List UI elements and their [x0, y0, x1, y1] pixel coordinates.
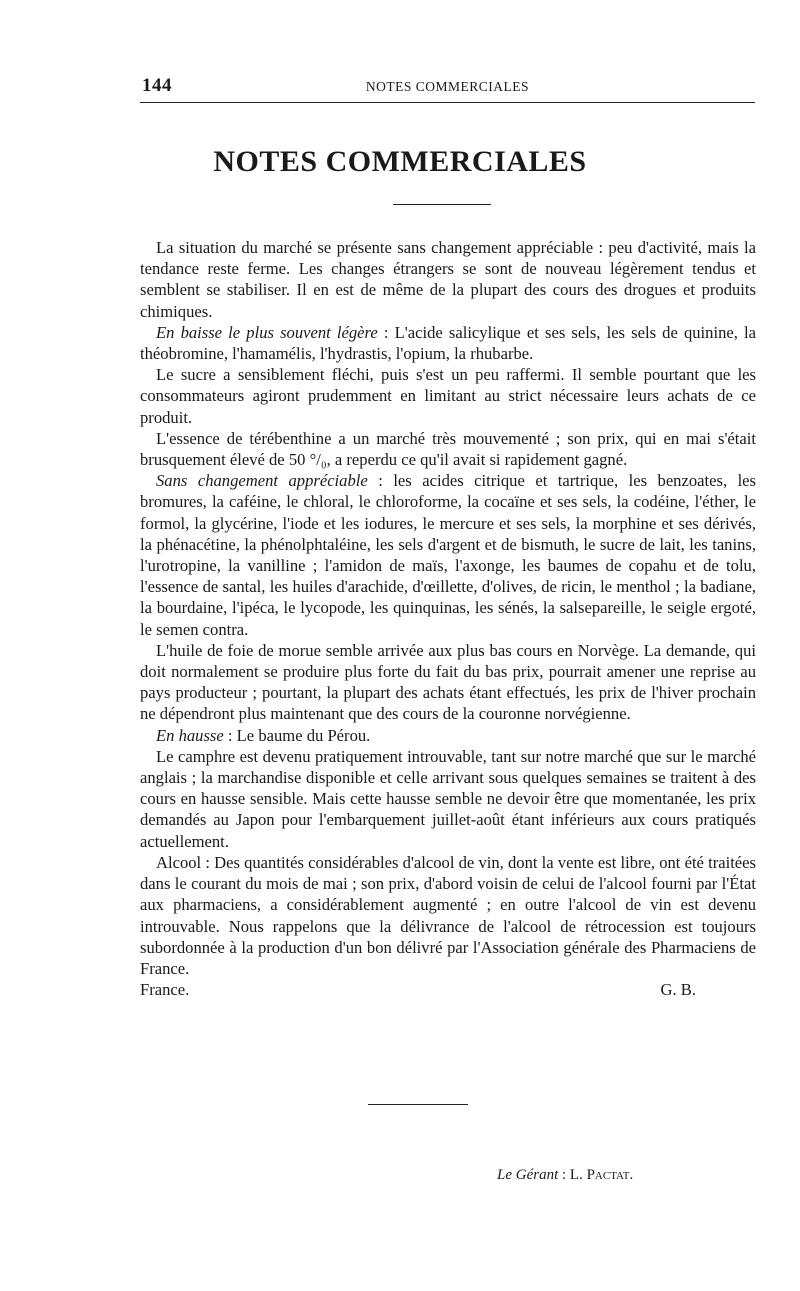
paragraph: L'huile de foie de morue semble arrivée aux plus bas cours en Norvège. La demande, qui doit normalement se produire plus forte du fait du bas prix, pourrait amener une reprise au pays producteur ; pourtant, la plupart des achats étant effectués, les prix de l'hiver prochain ne dépendront plus maintenant que des cours de la couronne norvégienne.: [140, 640, 756, 724]
paragraph: Le sucre a sensiblement fléchi, puis s'est un peu raffermi. Il semble pourtant que les consommateurs agiront prudemment en limitant au strict nécessaire leurs achats de ce produit.: [140, 365, 756, 427]
title-divider: [393, 204, 491, 205]
paragraph-lead: Sans changement appréciable: [156, 471, 368, 491]
paragraph: Le camphre est devenu pratiquement introuvable, tant sur notre marché que sur le marché anglais ; la marchandise disponible et celle arrivant sous quelques semaines se traitent à des cours en hausse sensible. Mais cette hausse semble ne devoir être que momentanée, les prix demandés au Japon pour l'embarquement juillet-août étant inférieurs aux cours pratiqués actuellement.: [140, 746, 756, 851]
paragraph: La situation du marché se présente sans changement appréciable : peu d'activité, mais la tendance reste ferme. Les changes étrangers se sont de nouveau légèrement tendus et semblent se stabiliser. Il en est de même de la plupart des cours des drogues et produits chimiques.: [140, 238, 756, 321]
gerant-name: L. Pactat.: [569, 1167, 634, 1183]
paragraph-lead: En baisse le plus souvent légère: [156, 322, 378, 342]
paragraph-lead: En hausse: [156, 725, 224, 745]
header-rule: [140, 102, 755, 103]
paragraph: L'essence de térébenthine a un marché très mouvementé ; son prix, qui en mai s'était brusquement élevé de 50 °/₀, a reperdu ce qu'il avait si rapidement gagné.: [140, 428, 756, 470]
gerant-label: Le Gérant: [497, 1167, 559, 1183]
paragraph: Sans changement appréciable : les acides citrique et tartrique, les benzoates, les bromures, la caféine, le chloral, le chloroforme, la cocaïne et ses sels, la codéine, l'éther, le formol, la glycérine, l'iode et les iodures, le mercure et ses sels, la morphine et ses dérivés, la phénacétine, la phénolphtaléine, les sels d'argent et de bismuth, le sucre de lait, les tanins, l'urotropine, la vanilline ; l'amidon de maïs, l'axonge, les baumes de copahu et de tolu, l'essence de santal, les huiles d'arachide, d'œillette, d'olives, de ricin, le menthol ; la badiane, la bourdaine, l'ipéca, le lycopode, les quinquinas, les sénés, la salsepareille, le seigle ergoté, le semen contra.: [140, 471, 756, 639]
paragraph: En hausse : Le baume du Pérou.: [156, 725, 371, 745]
article-title: NOTES COMMERCIALES: [213, 145, 587, 178]
gerant-line: Le Gérant : L. Pactat.: [497, 1167, 634, 1183]
paragraph: En baisse le plus souvent légère : L'acide salicylique et ses sels, les sels de quinine, la théobromine, l'hamamélis, l'hydrastis, l'opium, la rhubarbe.: [140, 322, 756, 364]
running-title: NOTES COMMERCIALES: [365, 79, 530, 94]
article-body: [140, 237, 756, 1000]
signature-line: [140, 979, 756, 1000]
end-divider: [368, 1104, 468, 1105]
paragraph: Alcool : Des quantités considérables d'alcool de vin, dont la vente est libre, ont été traitées dans le courant du mois de mai ; son prix, d'abord voisin de celui de l'alcool fourni par l'État aux pharmaciens, a considérablement augmenté ; en outre l'alcool de vin est devenu introuvable. Nous rappelons que la délivrance de l'alcool de rétrocession est toujours subordonnée à la production d'un bon délivré par l'Association générale des Pharmaciens de France.: [140, 852, 756, 978]
running-header: [140, 72, 755, 102]
author-initials: G. B.: [660, 980, 696, 1000]
page-number: 144: [142, 75, 172, 96]
signature-place: France.: [140, 980, 190, 1000]
